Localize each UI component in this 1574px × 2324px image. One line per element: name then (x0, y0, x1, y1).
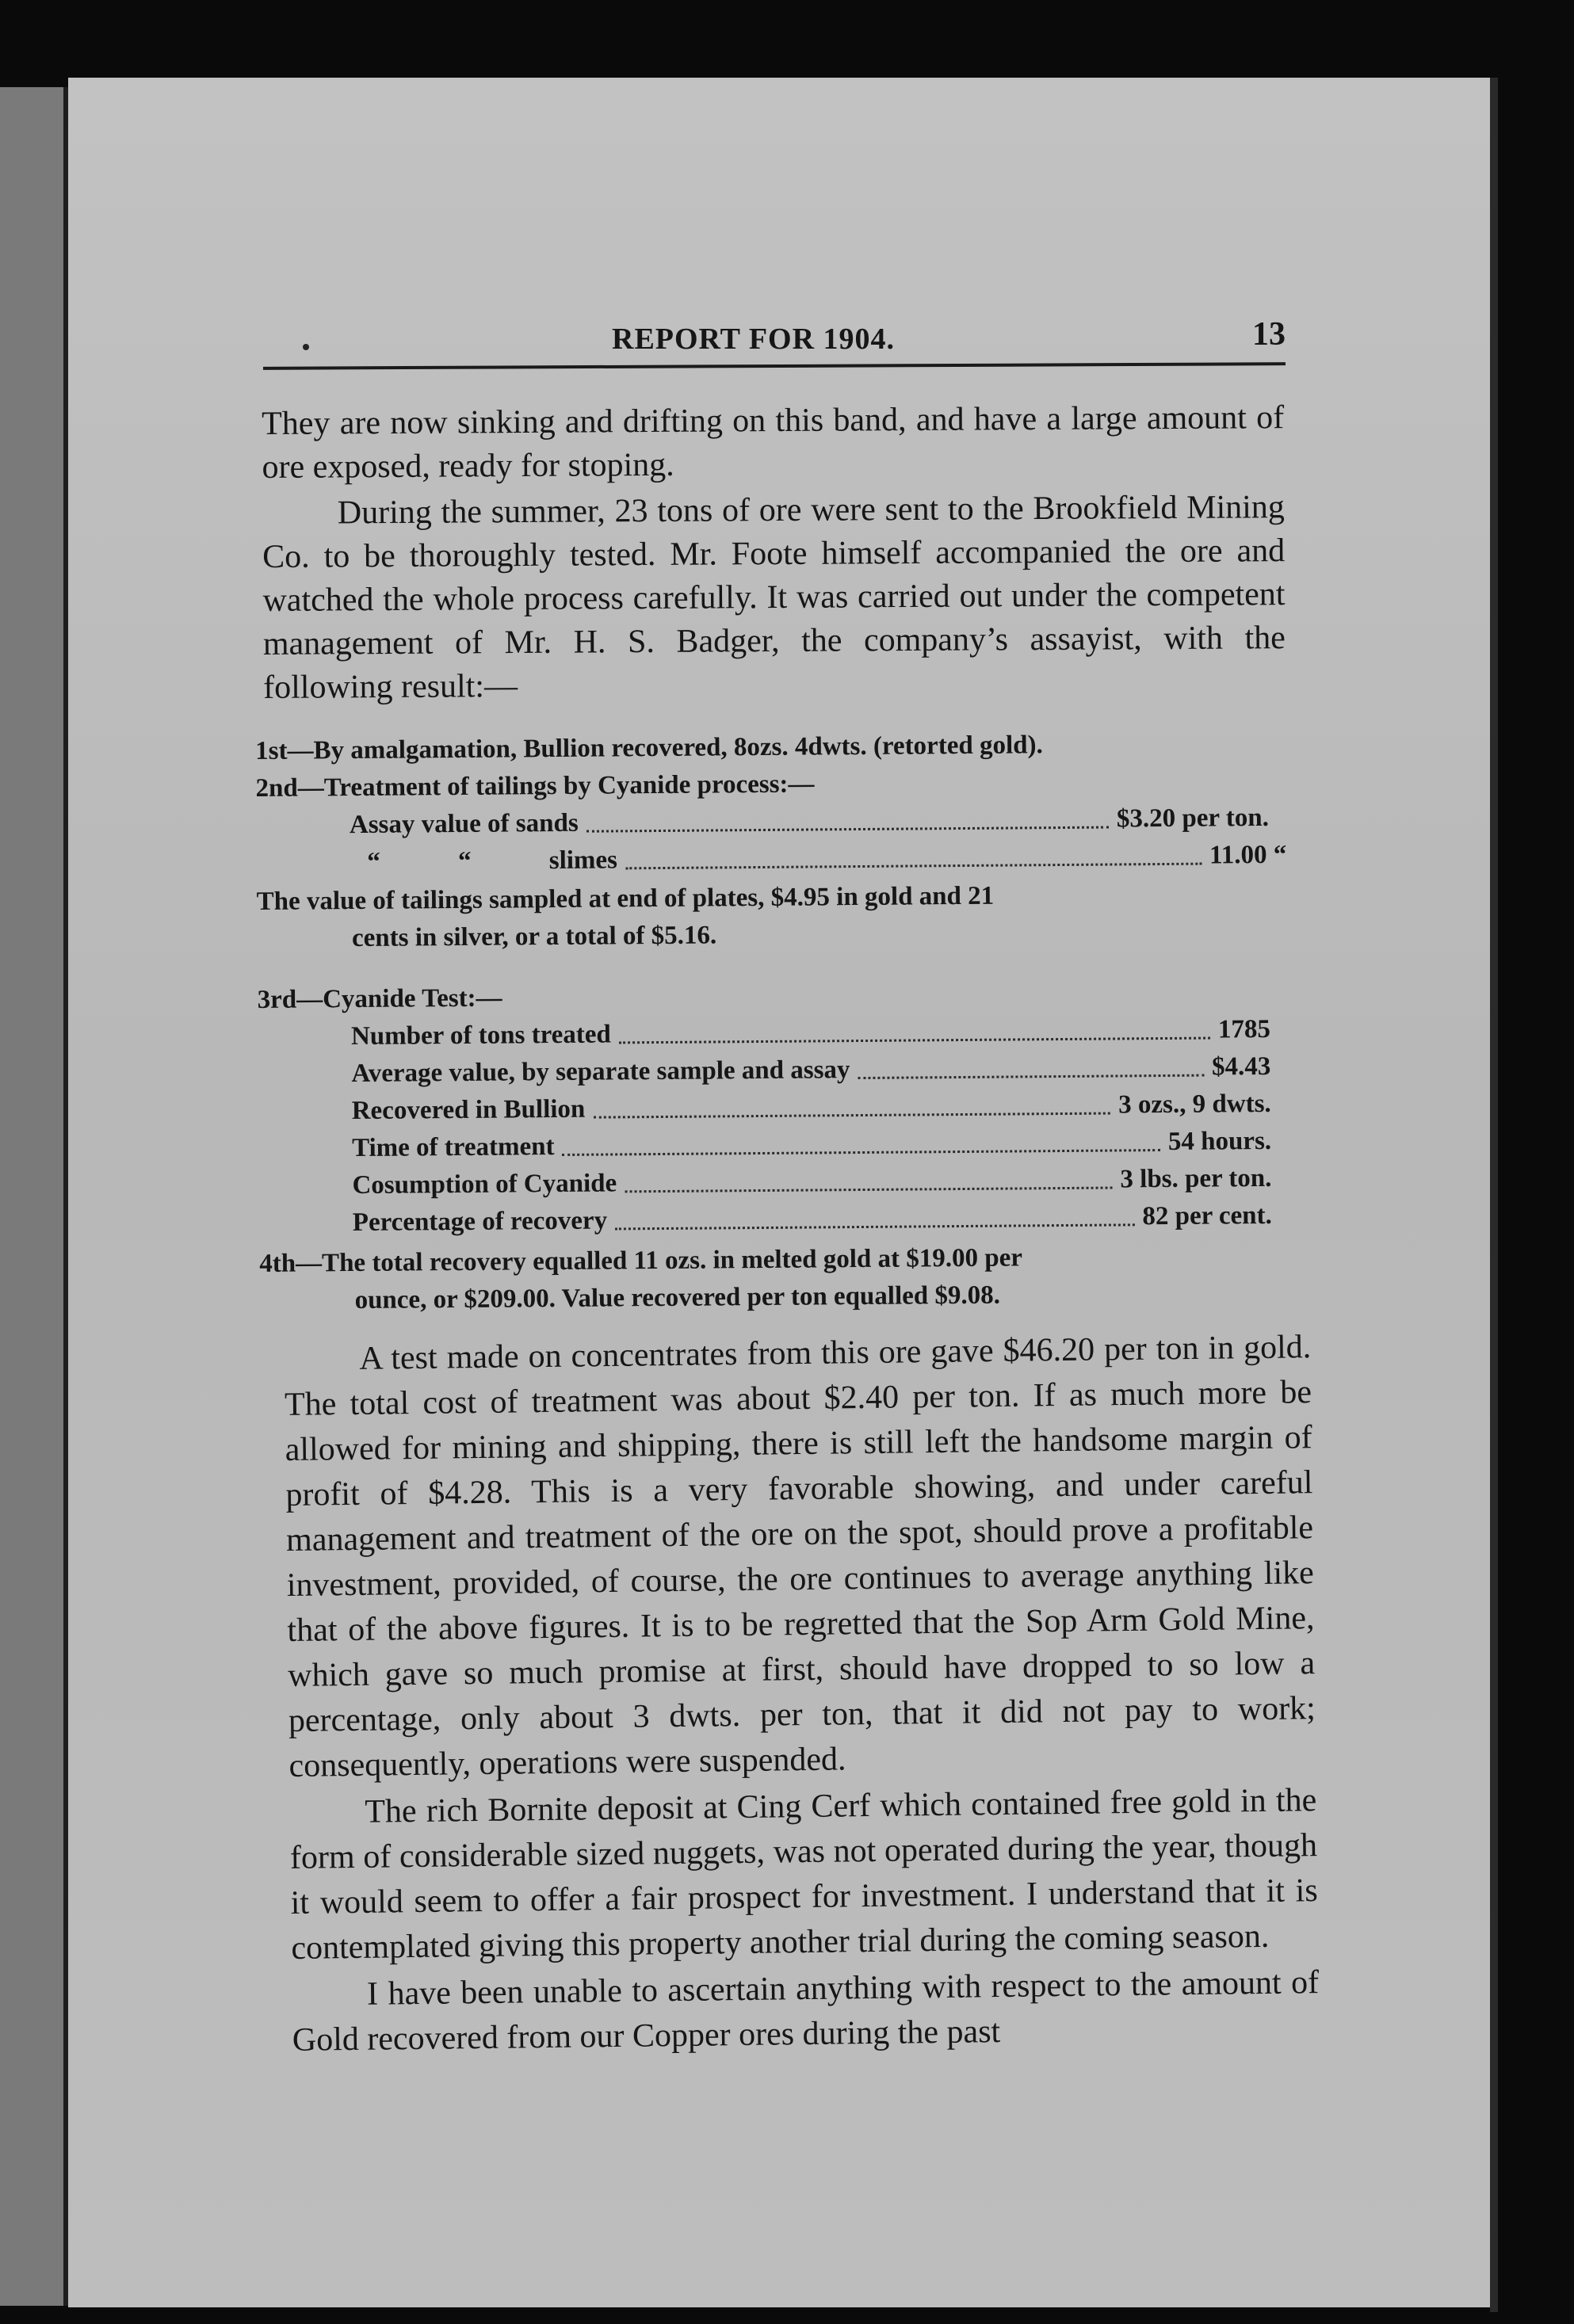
left-page-margin (0, 87, 63, 2306)
dot-leader (625, 838, 1202, 870)
header-bullet (303, 344, 309, 350)
right-page-edge (1490, 78, 1498, 2312)
dot-leader (625, 1162, 1113, 1193)
assay-value: 11.00 “ (1209, 840, 1287, 870)
page-number: 13 (1252, 316, 1286, 353)
result-third: 3rd—Cyanide Test:— (257, 983, 502, 1014)
cyanide-value: 82 per cent. (1142, 1200, 1272, 1231)
paragraph: I have been unable to ascertain anything with respect to the amount of Gold recovered from our Copper ores during the past (292, 1964, 1320, 2059)
cyanide-label: Time of treatment (351, 1132, 555, 1163)
dot-leader (615, 1198, 1135, 1230)
cyanide-label: Percentage of recovery (352, 1206, 608, 1238)
assay-value: $3.20 per ton. (1116, 803, 1270, 834)
header-rule (263, 362, 1286, 370)
running-title: REPORT FOR 1904. (612, 322, 896, 356)
assay-row (256, 837, 1286, 882)
top-text-block (262, 396, 1286, 710)
cyanide-label: Number of tons treated (350, 1020, 611, 1051)
tailings-line: cents in silver, or a total of $5.16. (351, 921, 717, 953)
results-block (255, 725, 1287, 1320)
cyanide-value: 3 ozs., 9 dwts. (1118, 1089, 1271, 1120)
dot-leader (586, 801, 1110, 833)
dot-leader (593, 1087, 1110, 1119)
result-fourth: ounce, or $209.00. Value recovered per ton equalled $9.08. (354, 1280, 1001, 1315)
result-second: 2nd—Treatment of tailings by Cyanide process:— (255, 769, 815, 803)
cyanide-value: 3 lbs. per ton. (1120, 1163, 1272, 1194)
paragraph: A test made on concentrates from this ore gave $46.20 per ton in gold. The total cost of treatment was about $2.40 per ton. If as much more be allowed for mining and shipping, there is still left the handsome margin of profit of $4.28. This is a very favorable showing, and under careful management and treatment of the ore on the spot, should prove a profitable investment, provided, of course, the ore continues to average anything like that of the above figures. It is to be regretted that the Sop Arm Gold Mine, which gave so much promise at first, should have dropped to so low a percentage, only about 3 dwts. per ton, that it did not pay to work; consequently, operations were suspended. (284, 1329, 1316, 1784)
paragraph: During the summer, 23 tons of ore were sent to the Brookfield Mining Co. to be thoroughly tested. Mr. Foote himself accompanied the ore and watched the whole process carefully. It was carried out under the competent management of Mr. H. S. Badger, the company’s assayist, with the following result:— (262, 489, 1286, 706)
cyanide-value: $4.43 (1211, 1051, 1271, 1082)
result-fourth: 4th—The total recovery equalled 11 ozs. in melted gold at $19.00 per (259, 1243, 1023, 1278)
cyanide-label: Cosumption of Cyanide (352, 1169, 617, 1200)
dot-leader (858, 1049, 1204, 1079)
bottom-text-block (284, 1325, 1320, 2063)
cyanide-value: 1785 (1217, 1014, 1271, 1044)
cyanide-value: 54 hours. (1167, 1126, 1272, 1156)
dot-leader (619, 1012, 1210, 1044)
dot-leader (562, 1124, 1160, 1156)
cyanide-label: Recovered in Bullion (351, 1094, 586, 1126)
tailings-line: The value of tailings sampled at end of plates, $4.95 in gold and 21 (256, 881, 995, 916)
cyanide-row (259, 1197, 1272, 1242)
assay-label: Assay value of sands (349, 808, 579, 840)
page-header (192, 315, 1286, 379)
assay-label: “ “ slimes (367, 845, 618, 876)
cyanide-label: Average value, by separate sample and assay (351, 1055, 850, 1089)
paragraph: The rich Bornite deposit at Cing Cerf which contained free gold in the form of considerable sized nuggets, was not operated during the year, though it would seem to offer a fair prospect for investment. I understand that it is contemplated giving this property another trial during the coming season. (289, 1782, 1318, 1967)
paragraph: They are now sinking and drifting on this band, and have a large amount of ore exposed, ready for stoping. (262, 399, 1285, 486)
result-first: 1st—By amalgamation, Bullion recovered, 8ozs. 4dwts. (retorted gold). (255, 731, 1043, 765)
